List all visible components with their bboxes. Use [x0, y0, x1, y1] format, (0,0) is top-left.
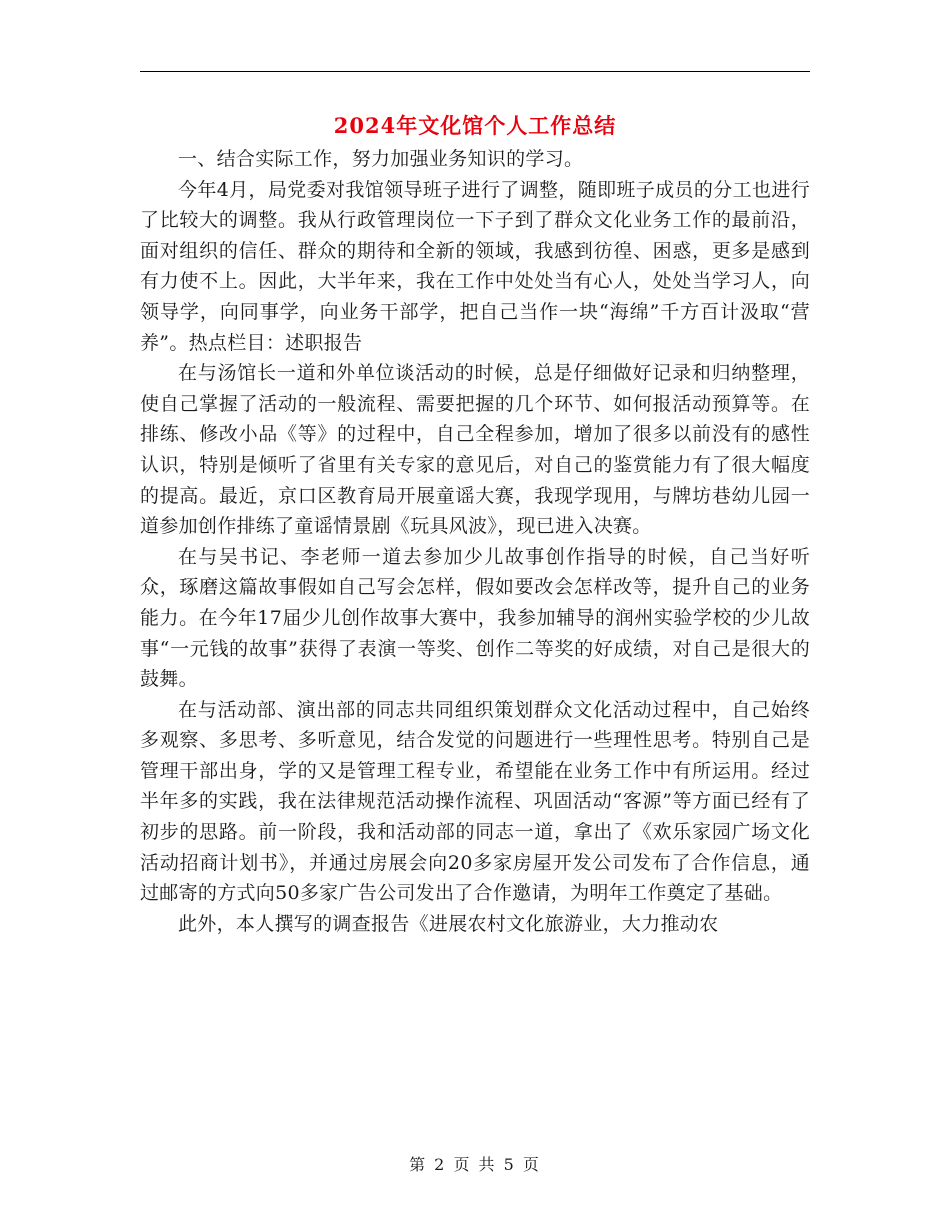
document-body [140, 144, 810, 939]
paragraph: 今年4月，局党委对我馆领导班子进行了调整，随即班子成员的分工也进行了比较大的调整。我从行政管理岗位一下子到了群众文化业务工作的最前沿，面对组织的信任、群众的期待和全新的领域，我感到彷徨、困惑，更多是感到有力使不上。因此，大半年来，我在工作中处处当有心人，处处当学习人，向领导学，向同事学，向业务干部学，把自己当作一块“海绵”千方百计汲取“营养”。热点栏目：述职报告 [140, 178, 810, 354]
document-title: 2024年文化馆个人工作总结 [333, 113, 617, 138]
page-number-footer: 第 2 页 共 5 页 [409, 1155, 541, 1174]
paragraph: 此外，本人撰写的调查报告《进展农村文化旅游业，大力推动农 [178, 912, 719, 935]
paragraph: 在与汤馆长一道和外单位谈活动的时候，总是仔细做好记录和归纳整理，使自己掌握了活动的一般流程、需要把握的几个环节、如何报活动预算等。在排练、修改小品《等》的过程中，自己全程参加，增加了很多以前没有的感性认识，特别是倾听了省里有关专家的意见后，对自己的鉴赏能力有了很大幅度的提高。最近，京口区教育局开展童谣大赛，我现学现用，与牌坊巷幼儿园一道参加创作排练了童谣情景剧《玩具风波》，现已进入决赛。 [140, 362, 810, 538]
paragraph: 在与活动部、演出部的同志共同组织策划群众文化活动过程中，自己始终多观察、多思考、多听意见，结合发觉的问题进行一些理性思考。特别自己是管理干部出身，学的又是管理工程专业，希望能在业务工作中有所运用。经过半年多的实践，我在法律规范活动操作流程、巩固活动“客源”等方面已经有了初步的思路。前一阶段，我和活动部的同志一道，拿出了《欢乐家园广场文化活动招商计划书》，并通过房展会向20多家房屋开发公司发布了合作信息，通过邮寄的方式向50多家广告公司发出了合作邀请，为明年工作奠定了基础。 [140, 698, 810, 905]
header-rule [140, 71, 810, 72]
section-heading: 一、结合实际工作，努力加强业务知识的学习。 [178, 148, 584, 170]
paragraph: 在与吴书记、李老师一道去参加少儿故事创作指导的时候，自己当好听众，琢磨这篇故事假如自己写会怎样，假如要改会怎样改等，提升自己的业务能力。在今年17届少儿创作故事大赛中，我参加辅导的润州实验学校的少儿故事“一元钱的故事”获得了表演一等奖、创作二等奖的好成绩，对自己是很大的鼓舞。 [140, 545, 810, 691]
